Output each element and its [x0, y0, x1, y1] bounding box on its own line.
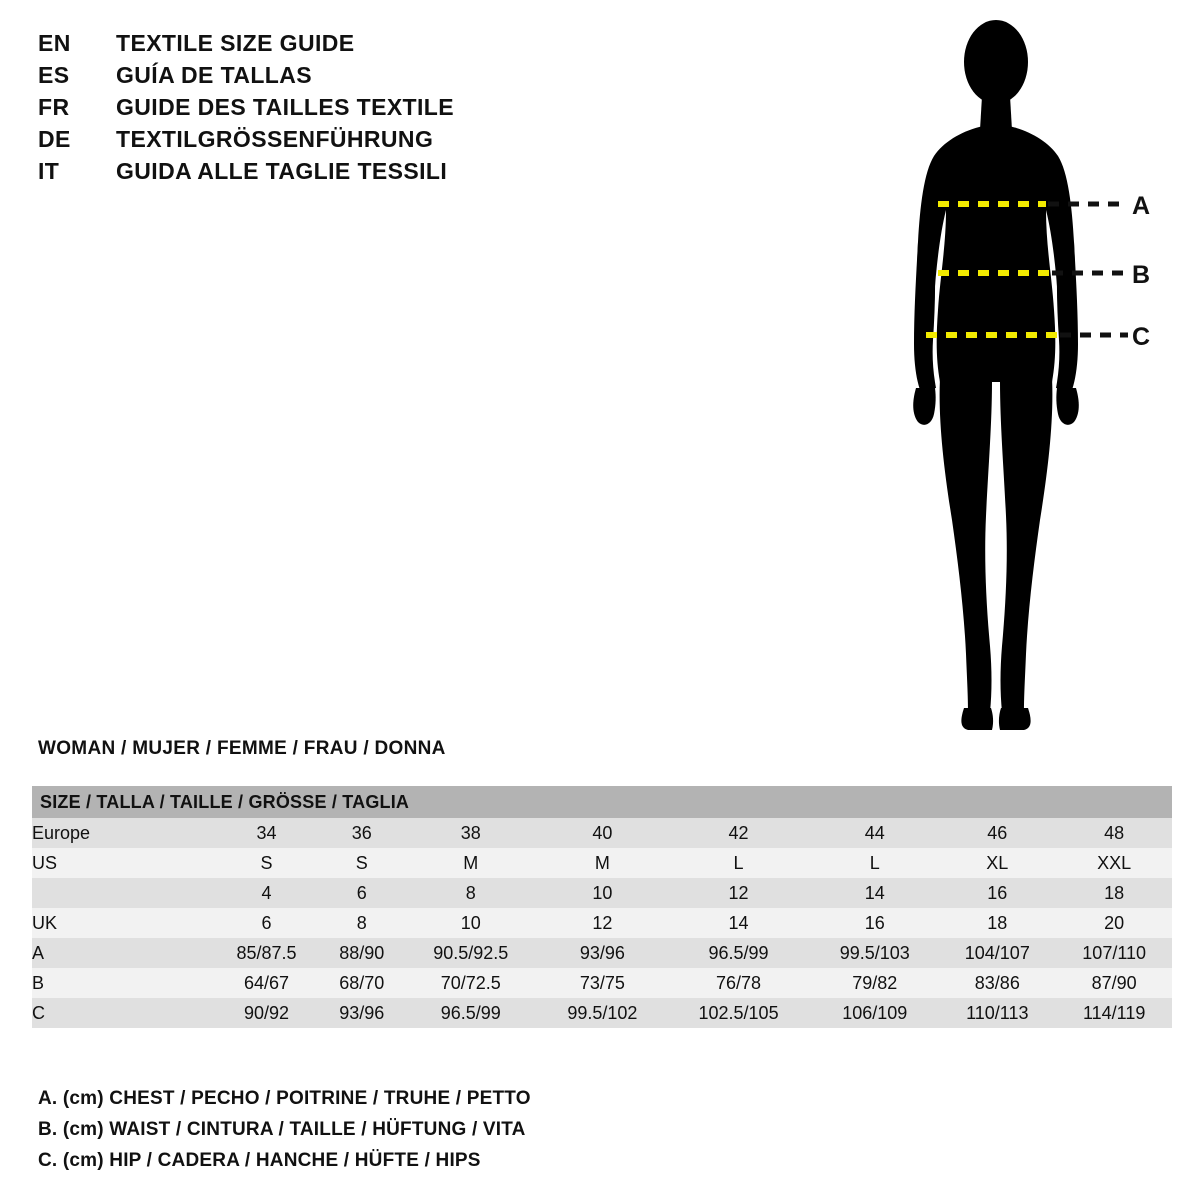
cell: 12 — [666, 878, 811, 908]
row-label-b: B — [32, 968, 212, 998]
cell: 88/90 — [321, 938, 403, 968]
table-row — [32, 848, 1172, 878]
cell: S — [212, 848, 321, 878]
cell: S — [321, 848, 403, 878]
row-label-uk: UK — [32, 908, 212, 938]
cell: 48 — [1056, 818, 1172, 848]
row-label-us-numeric — [32, 878, 212, 908]
cell: 93/96 — [539, 938, 666, 968]
cell: 20 — [1056, 908, 1172, 938]
cell: 110/113 — [938, 998, 1056, 1028]
title-lang-fr: FR — [38, 94, 70, 120]
table-row — [32, 908, 1172, 938]
cell: 6 — [321, 878, 403, 908]
cell: 18 — [1056, 878, 1172, 908]
legend-line-c: C. (cm) HIP / CADERA / HANCHE / HÜFTE / HIPS — [38, 1150, 481, 1171]
cell: 90.5/92.5 — [403, 938, 539, 968]
table-row — [32, 938, 1172, 968]
cell: 10 — [539, 878, 666, 908]
table-header-label: SIZE / TALLA / TAILLE / GRÖSSE / TAGLIA — [32, 786, 1172, 818]
title-row — [38, 94, 558, 126]
section-heading: WOMAN / MUJER / FEMME / FRAU / DONNA — [38, 738, 446, 759]
cell: 12 — [539, 908, 666, 938]
cell: 38 — [403, 818, 539, 848]
cell: 64/67 — [212, 968, 321, 998]
cell: M — [539, 848, 666, 878]
title-lang-es: ES — [38, 62, 70, 88]
cell: 8 — [403, 878, 539, 908]
cell: L — [811, 848, 938, 878]
figure-area — [860, 10, 1190, 750]
title-lang-de: DE — [38, 126, 71, 152]
measurement-label-a: A — [1132, 192, 1151, 220]
legend — [38, 1088, 738, 1181]
size-table — [32, 786, 1172, 1028]
measurement-label-c: C — [1132, 323, 1151, 351]
cell: 83/86 — [938, 968, 1056, 998]
cell: 68/70 — [321, 968, 403, 998]
legend-line-b: B. (cm) WAIST / CINTURA / TAILLE / HÜFTUNG / VITA — [38, 1119, 526, 1140]
cell: 96.5/99 — [666, 938, 811, 968]
cell: 99.5/103 — [811, 938, 938, 968]
cell: 6 — [212, 908, 321, 938]
cell: 44 — [811, 818, 938, 848]
title-text-en: TEXTILE SIZE GUIDE — [116, 30, 355, 56]
cell: 85/87.5 — [212, 938, 321, 968]
cell: 99.5/102 — [539, 998, 666, 1028]
title-row — [38, 62, 558, 94]
cell: XXL — [1056, 848, 1172, 878]
cell: 93/96 — [321, 998, 403, 1028]
title-text-es: GUÍA DE TALLAS — [116, 62, 312, 88]
cell: 18 — [938, 908, 1056, 938]
title-text-it: GUIDA ALLE TAGLIE TESSILI — [116, 158, 448, 184]
cell: 79/82 — [811, 968, 938, 998]
cell: 14 — [666, 908, 811, 938]
cell: 10 — [403, 908, 539, 938]
cell: 40 — [539, 818, 666, 848]
cell: 106/109 — [811, 998, 938, 1028]
cell: 8 — [321, 908, 403, 938]
cell: 36 — [321, 818, 403, 848]
title-row — [38, 158, 558, 190]
cell: 73/75 — [539, 968, 666, 998]
cell: 4 — [212, 878, 321, 908]
table-row — [32, 998, 1172, 1028]
title-row — [38, 126, 558, 158]
cell: 46 — [938, 818, 1056, 848]
cell: 90/92 — [212, 998, 321, 1028]
cell: M — [403, 848, 539, 878]
cell: 76/78 — [666, 968, 811, 998]
cell: 114/119 — [1056, 998, 1172, 1028]
title-text-fr: GUIDE DES TAILLES TEXTILE — [116, 94, 454, 120]
table-row — [32, 968, 1172, 998]
title-block — [38, 30, 558, 190]
cell: L — [666, 848, 811, 878]
cell: 14 — [811, 878, 938, 908]
cell: 34 — [212, 818, 321, 848]
cell: 102.5/105 — [666, 998, 811, 1028]
cell: 16 — [811, 908, 938, 938]
cell: 70/72.5 — [403, 968, 539, 998]
female-silhouette-icon — [860, 10, 1190, 750]
row-label-europe: Europe — [32, 818, 212, 848]
title-text-de: TEXTILGRÖSSENFÜHRUNG — [116, 126, 434, 152]
table-row — [32, 818, 1172, 848]
row-label-us: US — [32, 848, 212, 878]
measurement-label-b: B — [1132, 261, 1151, 289]
title-lang-it: IT — [38, 158, 60, 184]
cell: 16 — [938, 878, 1056, 908]
cell: 42 — [666, 818, 811, 848]
cell: 87/90 — [1056, 968, 1172, 998]
cell: XL — [938, 848, 1056, 878]
table-row — [32, 878, 1172, 908]
legend-line-a: A. (cm) CHEST / PECHO / POITRINE / TRUHE / PETTO — [38, 1088, 531, 1109]
row-label-a: A — [32, 938, 212, 968]
cell: 104/107 — [938, 938, 1056, 968]
row-label-c: C — [32, 998, 212, 1028]
title-lang-en: EN — [38, 30, 71, 56]
cell: 96.5/99 — [403, 998, 539, 1028]
table-header-row — [32, 786, 1172, 818]
title-row — [38, 30, 558, 62]
cell: 107/110 — [1056, 938, 1172, 968]
